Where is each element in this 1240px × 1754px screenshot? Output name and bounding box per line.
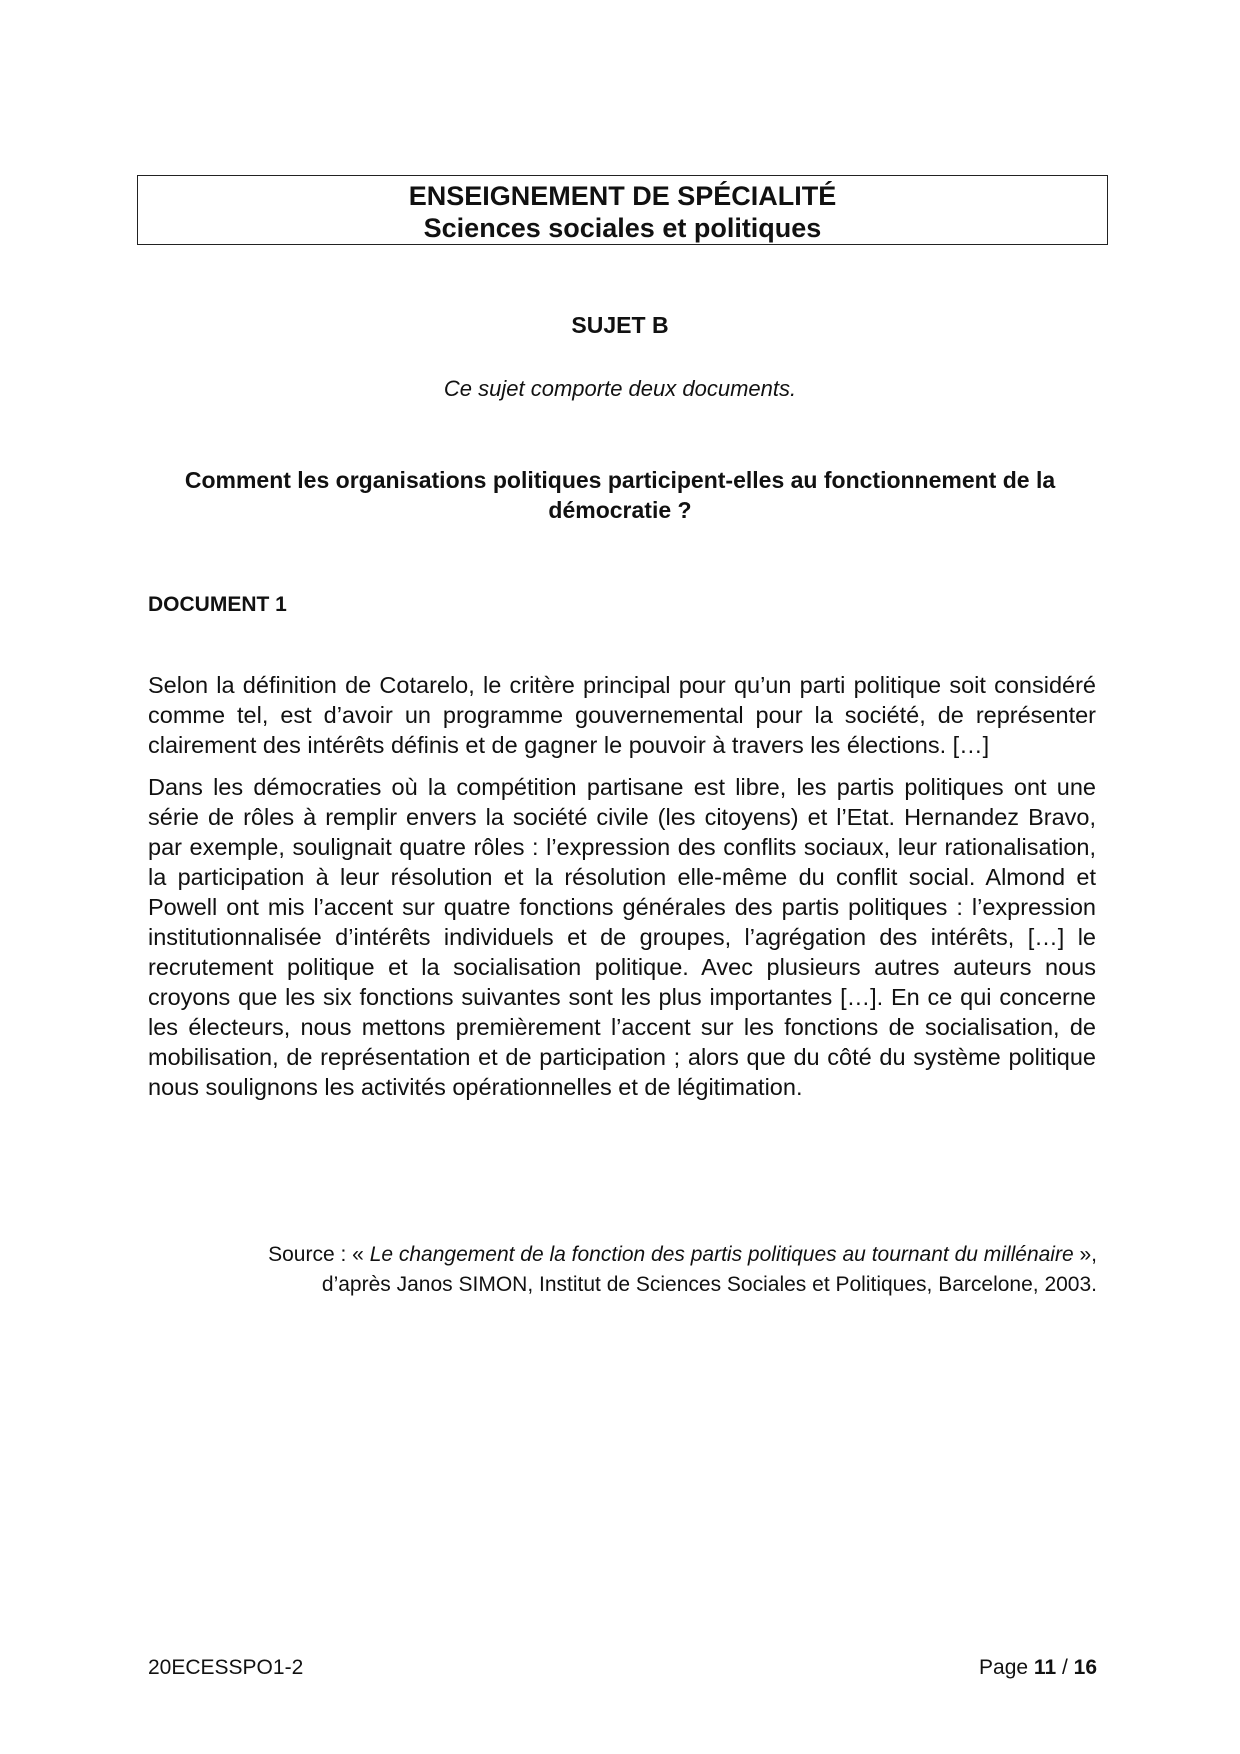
subject-note: Ce sujet comporte deux documents.	[443, 376, 797, 401]
document-paragraph: Selon la définition de Cotarelo, le critère principal pour qu’un parti politique soit considéré comme tel, est d’avoir un programme gouvernemental pour la société, de représenter clairement des intérêts définis et de gagner le pouvoir à travers les élections. […]	[148, 672, 1096, 758]
page-total: 16	[1073, 1656, 1097, 1679]
document-body	[148, 670, 1096, 1114]
question: Comment les organisations politiques participent-elles au fonctionnement de la démocratie ?	[184, 467, 1056, 523]
header-title: ENSEIGNEMENT DE SPÉCIALITÉ	[408, 181, 837, 211]
source-title: Le changement de la fonction des partis politiques au tournant du millénaire	[369, 1243, 1074, 1266]
header-box	[137, 175, 1108, 245]
page-separator: /	[1056, 1656, 1074, 1679]
subject-title: SUJET B	[571, 312, 669, 338]
header-subtitle: Sciences sociales et politiques	[423, 213, 822, 243]
source-line-2: d’après Janos SIMON, Institut de Sciences Sociales et Politiques, Barcelone, 2003.	[321, 1273, 1097, 1296]
document-paragraph: Dans les démocraties où la compétition partisane est libre, les partis politiques ont une série de rôles à remplir envers la société civile (les citoyens) et l’Etat. Hernandez Bravo, par exemple, soulignait quatre rôles : l’expression des conflits sociaux, leur rationalisation, la participation à leur résolution et la résolution elle-même du conflit social. Almond et Powell ont mis l’accent sur quatre fonctions générales des partis politiques : l’expression institutionnalisée d’intérêts individuels et de groupes, l’agrégation des intérêts, […] le recrutement politique et la socialisation politique. Avec plusieurs autres auteurs nous croyons que les six fonctions suivantes sont les plus importantes […]. En ce qui concerne les électeurs, nous mettons premièrement l’accent sur les fonctions de socialisation, de mobilisation, de représentation et de participation ; alors que du côté du système politique nous soulignons les activités opérationnelles et de légitimation.	[148, 774, 1096, 1100]
source-suffix: »,	[1073, 1243, 1097, 1266]
page-current: 11	[1033, 1656, 1057, 1679]
source-line-1	[268, 1240, 1097, 1270]
page-label: Page	[979, 1656, 1034, 1679]
footer-page-number	[979, 1656, 1097, 1680]
document-label: DOCUMENT 1	[148, 593, 287, 616]
source-prefix: Source : «	[268, 1243, 370, 1266]
footer-code: 20ECESSPO1-2	[148, 1656, 304, 1679]
document-source	[268, 1240, 1097, 1300]
